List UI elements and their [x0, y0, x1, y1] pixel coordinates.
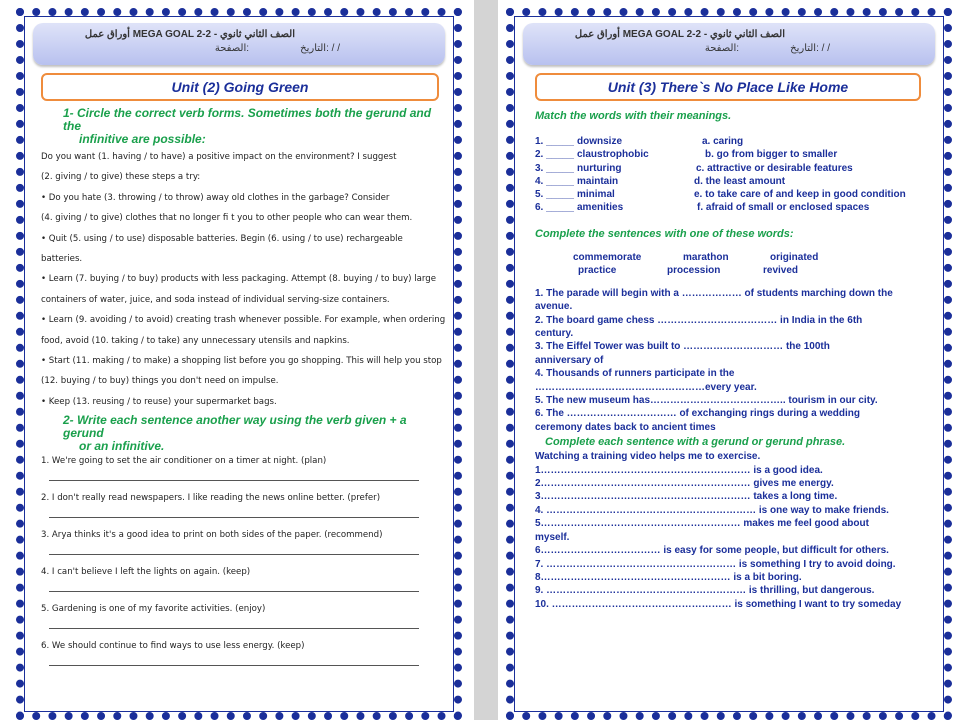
match-blank[interactable]: 4. _____ — [535, 175, 574, 187]
gerund-line: 9. …………………………………………………… is thrilling, but dangerous. — [535, 585, 875, 597]
sentence-line: 1. The parade will begin with a ……………… of students marching down the — [535, 287, 893, 299]
match-blank[interactable]: 5. _____ — [535, 189, 574, 201]
fill-in-sentences — [535, 287, 935, 434]
sentence-line: century. — [535, 328, 574, 339]
match-heading: Match the words with their meanings. — [535, 110, 732, 122]
match-word: claustrophobic — [577, 149, 649, 161]
sentence-line: 2. The board game chess ……………………………… in India in the 6th — [535, 314, 863, 326]
question: 4. I can't believe I left the lights on again. (keep) — [41, 567, 251, 578]
header-date: التاريخ: / / — [790, 43, 830, 54]
header-banner — [33, 23, 445, 65]
sentence-line: anniversary of — [535, 354, 604, 366]
passage-line: • Quit (5. using / to use) disposable batteries. Begin (6. using / to use) rechargeable — [41, 233, 403, 244]
passage-line: • Start (11. making / to make) a shopping list before you go shopping. This will help you stop — [41, 356, 442, 367]
complete-heading: Complete the sentences with one of these words: — [535, 227, 794, 240]
section-2-heading: 2- Write each sentence another way using the verb given + a gerund — [63, 413, 407, 441]
gerund-line: 3……………………………………………………… takes a long time. — [535, 491, 838, 503]
answer-line[interactable] — [49, 665, 419, 666]
sentence-line: 6. The …………………………… of exchanging rings during a wedding — [535, 408, 861, 420]
question: 2. I don't really read newspapers. I like reading the news online better. (prefer) — [41, 493, 381, 504]
gerund-line: 10. ……………………………………………… is something I want to try someday — [535, 598, 902, 610]
sentence-line: 5. The new museum has………………………………….. tourism in our city. — [535, 395, 878, 407]
match-meaning: d. the least amount — [694, 175, 786, 187]
gerund-line: 4. ……………………………………………………… is one way to make friends. — [535, 504, 889, 516]
sentence-line: avenue. — [535, 301, 573, 313]
match-word: maintain — [577, 175, 619, 187]
match-row — [535, 149, 935, 162]
answer-line[interactable] — [49, 517, 419, 518]
worksheet-page-unit-2 — [16, 8, 462, 720]
word-bank-item: commemorate — [573, 251, 642, 263]
match-word: downsize — [577, 136, 623, 147]
gerund-line: 1……………………………………………………… is a good idea. — [535, 464, 823, 476]
gerund-line: 6……………………………… is easy for some people, but difficult for others. — [535, 545, 889, 557]
section-2-heading-cont: or an infinitive. — [79, 439, 165, 454]
passage — [41, 147, 445, 412]
passage-line: (2. giving / to give) these steps a try: — [41, 172, 201, 183]
header-date: التاريخ: / / — [300, 43, 340, 54]
match-row — [535, 136, 935, 149]
header-page: الصفحة: — [704, 43, 739, 54]
passage-line: Do you want (1. having / to have) a positive impact on the environment? I suggest — [41, 152, 397, 162]
question: 5. Gardening is one of my favorite activities. (enjoy) — [41, 604, 266, 615]
passage-line: • Keep (13. reusing / to reuse) your supermarket bags. — [41, 396, 277, 407]
match-word: amenities — [577, 202, 624, 214]
match-meaning: c. attractive or desirable features — [696, 162, 853, 174]
worksheet-page-unit-3 — [506, 8, 952, 720]
question: 3. Arya thinks it's a good idea to print on both sides of the paper. (recommend) — [41, 530, 383, 541]
word-bank-item: originated — [770, 251, 819, 263]
header-page: الصفحة: — [214, 43, 249, 54]
question: 1. We're going to set the air conditioner on a timer at night. (plan) — [41, 456, 327, 467]
match-meaning: b. go from bigger to smaller — [705, 149, 838, 161]
answer-line[interactable] — [49, 591, 419, 592]
rewrite-questions — [41, 456, 445, 666]
gerund-line: 5…………………………………………………… makes me feel good about — [535, 518, 869, 530]
word-bank-item: practice — [578, 264, 617, 276]
header-title: أوراق عمل MEGA GOAL 2-2 - الصف الثاني ثانوي — [574, 29, 785, 40]
page-gutter — [474, 0, 498, 720]
gerund-heading: Complete each sentence with a gerund or gerund phrase. — [545, 436, 846, 449]
passage-line: batteries. — [41, 254, 83, 265]
passage-line: • Learn (7. buying / to buy) products with less packaging. Attempt (8. buying / to buy) large — [41, 274, 437, 285]
sentence-line: 3. The Eiffel Tower was built to ………………………… the 100th — [535, 341, 830, 353]
passage-line: (12. buying / to buy) things you don't need on impulse. — [41, 376, 279, 387]
passage-line: containers of water, juice, and soda instead of individual serving-size containers. — [41, 294, 390, 305]
gerund-line: 7. ………………………………………………… is something I try to avoid doing. — [535, 558, 896, 570]
unit-title: Unit (3) There`s No Place Like Home — [535, 73, 921, 101]
header-title: أوراق عمل MEGA GOAL 2-2 - الصف الثاني ثانوي — [84, 29, 295, 40]
question: 6. We should continue to find ways to use less energy. (keep) — [41, 641, 305, 652]
gerund-sentences — [535, 450, 935, 611]
match-word: minimal — [577, 189, 615, 201]
section-1-heading-cont: infinitive are possible: — [79, 132, 206, 146]
word-bank-item: revived — [763, 264, 799, 276]
match-blank[interactable]: 2. _____ — [535, 149, 574, 161]
passage-line: food, avoid (10. taking / to take) any unnecessary utensils and napkins. — [41, 335, 350, 346]
gerund-line: 2……………………………………………………… gives me energy. — [535, 478, 834, 490]
match-blank[interactable]: 3. _____ — [535, 162, 574, 174]
header-banner — [523, 23, 935, 65]
unit-title: Unit (2) Going Green — [41, 73, 439, 101]
gerund-line: myself. — [535, 531, 570, 543]
answer-line[interactable] — [49, 628, 419, 629]
gerund-line: 8………………………………………………… is a bit boring. — [535, 571, 802, 583]
match-meaning: a. caring — [702, 136, 744, 147]
passage-line: (4. giving / to give) clothes that no longer fi t you to other people who can wear them. — [41, 213, 413, 224]
gerund-example: Watching a training video helps me to exercise. — [535, 451, 761, 463]
match-blank[interactable]: 6. _____ — [535, 202, 574, 214]
sentence-line: 4. Thousands of runners participate in the — [535, 368, 735, 380]
match-meaning: e. to take care of and keep in good condition — [694, 189, 906, 201]
match-row — [535, 202, 935, 215]
answer-line[interactable] — [49, 554, 419, 555]
passage-line: • Do you hate (3. throwing / to throw) away old clothes in the garbage? Consider — [41, 192, 390, 203]
match-list — [535, 136, 935, 216]
section-1-heading: 1- Circle the correct verb forms. Sometimes both the gerund and the — [63, 106, 432, 133]
match-blank[interactable]: 1. _____ — [535, 136, 574, 147]
sentence-line: ceremony dates back to ancient times — [535, 421, 716, 433]
sentence-line: ……………………………………………every year. — [535, 381, 757, 393]
match-row — [535, 176, 935, 189]
word-bank — [523, 252, 935, 282]
match-word: nurturing — [577, 162, 622, 174]
match-row — [535, 163, 935, 176]
passage-line: • Learn (9. avoiding / to avoid) creating trash whenever possible. For example, when ordering — [41, 315, 446, 326]
match-row — [535, 189, 935, 202]
answer-line[interactable] — [49, 480, 419, 481]
word-bank-item: procession — [667, 264, 721, 276]
word-bank-item: marathon — [683, 251, 729, 263]
match-meaning: f. afraid of small or enclosed spaces — [697, 202, 870, 214]
